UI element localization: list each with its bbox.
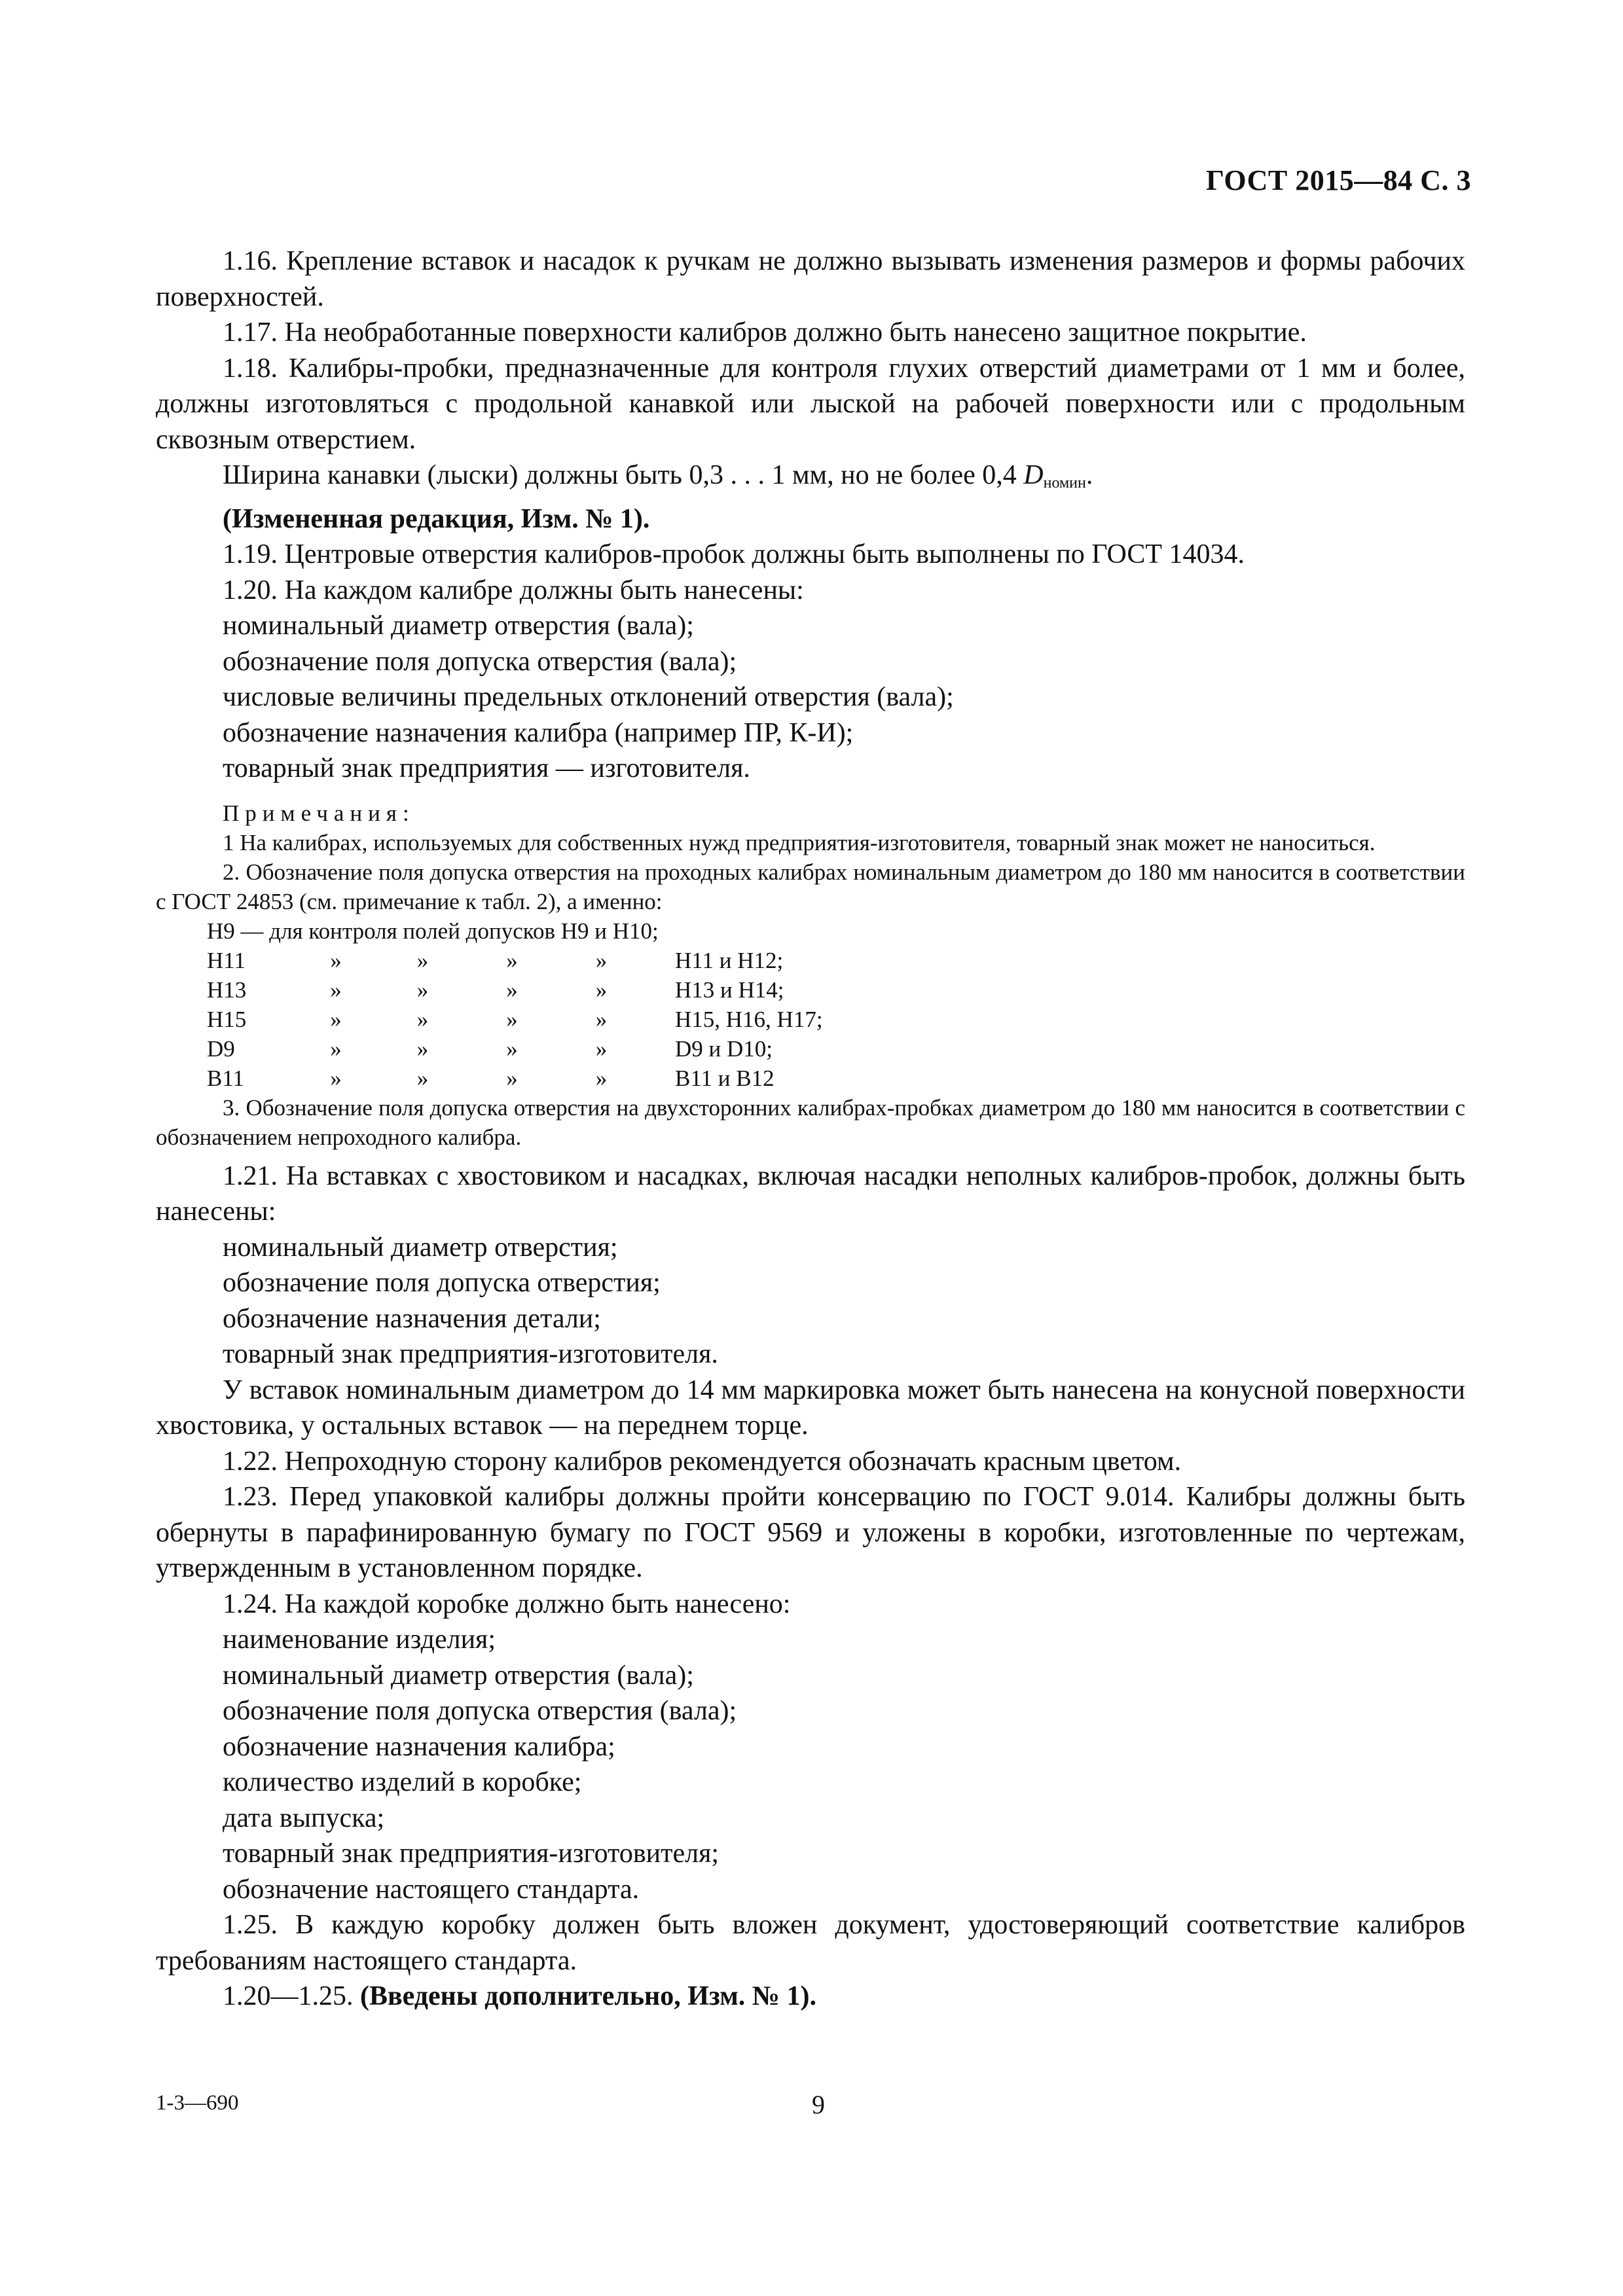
- table-cell: D9 и D10;: [675, 1035, 773, 1062]
- table-cell: В11 и В12: [675, 1065, 775, 1091]
- table-cell: »: [416, 947, 429, 973]
- clause-1-20: 1.20. На каждом калибре должны быть нанесены:: [223, 575, 804, 605]
- clause-1-24: 1.24. На каждой коробке должно быть нанесено:: [223, 1588, 791, 1619]
- table-cell: »: [330, 977, 342, 1003]
- note-3: 3. Обозначение поля допуска отверстия на двухсторонних калибрах-пробках диаметром до 180 мм наносится в соответствии с обозначением непроходного калибра.: [156, 1094, 1465, 1150]
- list-item: товарный знак предприятия-изготовителя.: [223, 1339, 718, 1369]
- table-cell: »: [330, 1006, 342, 1032]
- list-item: наименование изделия;: [223, 1624, 496, 1655]
- table-row: [207, 946, 823, 975]
- table-cell: Н15, Н16, Н17;: [675, 1006, 823, 1032]
- table-cell: Н11 и Н12;: [675, 947, 784, 973]
- list-item: обозначение назначения детали;: [223, 1303, 601, 1334]
- list-item: товарный знак предприятия-изготовителя;: [223, 1839, 720, 1869]
- clause-1-18: 1.18. Калибры-пробки, предназначенные для контроля глухих отверстий диаметрами от 1 мм и более, должны изготовляться с продольной канавкой или лыской на рабочей поверхности или с продольным сквозным отверстием.: [156, 353, 1465, 455]
- table-row: [207, 1064, 823, 1093]
- amendment-range: 1.20—1.25.: [223, 1981, 360, 2011]
- clause-1-19: 1.19. Центровые отверстия калибров-пробок должны быть выполнены по ГОСТ 14034.: [223, 539, 1245, 569]
- table-cell: »: [330, 1065, 342, 1091]
- list-item: номинальный диаметр отверстия;: [223, 1232, 618, 1263]
- list-item: числовые величины предельных отклонений отверстия (вала);: [223, 682, 954, 712]
- table-cell: »: [506, 977, 518, 1003]
- diameter-subscript: номин: [1043, 475, 1086, 492]
- table-cell: »: [595, 977, 608, 1003]
- clause-1-18-width: [156, 457, 1465, 501]
- print-code: 1-3—690: [156, 2091, 239, 2115]
- diameter-symbol: D: [1023, 460, 1044, 490]
- table-cell: Н13 и Н14;: [675, 977, 784, 1003]
- note-1: 1 На калибрах, используемых для собственных нужд предприятия-изготовителя, товарный знак может не наноситься.: [223, 829, 1376, 855]
- list-item: обозначение назначения калибра;: [223, 1731, 615, 1762]
- amendment-note-1-18: (Измененная редакция, Изм. № 1).: [223, 503, 650, 534]
- table-cell: »: [595, 1035, 608, 1062]
- list-item: обозначение поля допуска отверстия (вала);: [223, 646, 737, 677]
- notes-block: [156, 798, 1465, 1152]
- list-item: обозначение настоящего стандарта.: [223, 1874, 640, 1905]
- note-2-first-row: Н9 — для контроля полей допусков Н9 и Н10;: [207, 918, 659, 944]
- table-cell: Н13: [207, 977, 247, 1003]
- amendment-note-1-20-1-25: [156, 1979, 1465, 2015]
- table-row: [207, 1005, 823, 1034]
- table-cell: Н11: [207, 947, 246, 973]
- amendment-text: (Введены дополнительно, Изм. № 1).: [360, 1981, 816, 2011]
- table-cell: »: [506, 1065, 518, 1091]
- table-cell: »: [506, 947, 518, 973]
- list-item: номинальный диаметр отверстия (вала);: [223, 1660, 694, 1691]
- note-2: 2. Обозначение поля допуска отверстия на проходных калибрах номинальным диаметром до 180 мм наносится в соответствии с ГОСТ 24853 (см. примечание к табл. 2), а именно:: [156, 859, 1465, 914]
- table-cell: »: [595, 1006, 608, 1032]
- table-cell: »: [330, 947, 342, 973]
- table-cell: В11: [207, 1065, 245, 1091]
- list-item: обозначение поля допуска отверстия (вала);: [223, 1696, 737, 1726]
- table-cell: »: [416, 1006, 429, 1032]
- table-cell: »: [416, 1065, 429, 1091]
- list-item: номинальный диаметр отверстия (вала);: [223, 611, 694, 641]
- table-cell: »: [330, 1035, 342, 1062]
- tolerance-codes-table: [207, 946, 823, 1093]
- clause-1-18-width-end: .: [1085, 460, 1093, 490]
- table-cell: »: [416, 977, 429, 1003]
- list-item: товарный знак предприятия — изготовителя.: [223, 753, 750, 783]
- table-cell: »: [506, 1006, 518, 1032]
- list-item: количество изделий в коробке;: [223, 1767, 582, 1797]
- table-row: [207, 975, 823, 1005]
- list-item: обозначение поля допуска отверстия;: [223, 1268, 661, 1298]
- clause-1-21: 1.21. На вставках с хвостовиком и насадках, включая насадки неполных калибров-пробок, должны быть нанесены:: [156, 1160, 1465, 1227]
- clause-1-17: 1.17. На необработанные поверхности калибров должно быть нанесено защитное покрытие.: [223, 317, 1307, 348]
- table-cell: Н15: [207, 1006, 247, 1032]
- page-header: ГОСТ 2015—84 С. 3: [1205, 164, 1471, 196]
- clause-1-21-marking: У вставок номинальным диаметром до 14 мм маркировка может быть нанесена на конусной поверхности хвостовика, у остальных вставок — на переднем торце.: [156, 1374, 1465, 1441]
- page-number: 9: [812, 2090, 825, 2119]
- clause-1-23: 1.23. Перед упаковкой калибры должны пройти консервацию по ГОСТ 9.014. Калибры должны быть обернуты в парафинированную бумагу по ГОСТ 9569 и уложены в коробки, изготовленные по чертежам, утвержденным в установленном порядке.: [156, 1482, 1465, 1583]
- table-cell: »: [506, 1035, 518, 1062]
- clause-1-22: 1.22. Непроходную сторону калибров рекомендуется обозначать красным цветом.: [223, 1446, 1182, 1477]
- list-item: дата выпуска;: [223, 1803, 385, 1833]
- clause-1-25: 1.25. В каждую коробку должен быть вложен документ, удостоверяющий соответствие калибров требованиям настоящего стандарта.: [156, 1910, 1465, 1976]
- table-row: [207, 1034, 823, 1064]
- table-cell: »: [595, 947, 608, 973]
- table-cell: D9: [207, 1035, 235, 1062]
- clause-1-18-width-text: Ширина канавки (лыски) должны быть 0,3 . . . 1 мм, но не более 0,4: [223, 460, 1024, 490]
- list-item: обозначение назначения калибра (например ПР, К-И);: [223, 717, 854, 748]
- table-cell: »: [416, 1035, 429, 1062]
- document-body: [156, 243, 1465, 2015]
- table-cell: »: [595, 1065, 608, 1091]
- clause-1-16: 1.16. Крепление вставок и насадок к ручкам не должно вызывать изменения размеров и формы рабочих поверхностей.: [156, 246, 1465, 312]
- notes-title: Примечания:: [223, 800, 415, 826]
